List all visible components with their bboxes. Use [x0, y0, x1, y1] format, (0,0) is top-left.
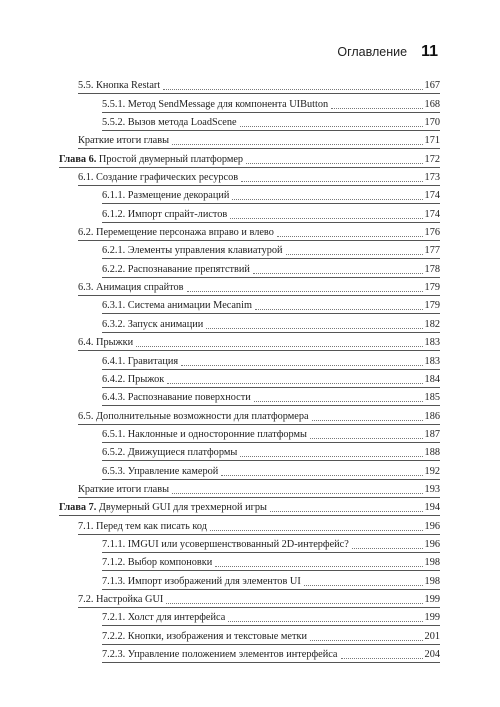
toc-entry [59, 131, 440, 149]
toc-entry-title: 6.3.1. Система анимации Mecanim [102, 300, 252, 312]
toc-page-number: 185 [424, 392, 440, 404]
toc-page-number: 204 [424, 649, 440, 660]
toc-page-number: 183 [424, 337, 440, 349]
dot-leader [286, 254, 423, 255]
toc-entry-title: 6.5.2. Движущиеся платформы [102, 447, 238, 459]
dot-leader [163, 89, 422, 90]
page-number: 11 [421, 43, 438, 60]
toc-page-number: 193 [424, 483, 440, 495]
dot-leader [221, 475, 422, 476]
toc-entry-title: 6.3.2. Запуск анимации [102, 318, 204, 330]
toc-entry [59, 168, 440, 186]
chapter-label: Глава 6. [59, 153, 97, 165]
toc-page-number: 184 [424, 373, 440, 385]
dot-leader [172, 144, 423, 145]
toc-page-number: 196 [424, 538, 440, 550]
toc-entry-title: 7.1.2. Выбор компоновки [102, 557, 213, 569]
toc-page-number: 179 [424, 282, 440, 294]
toc-entry [59, 645, 440, 663]
toc-page-number: 198 [424, 557, 440, 569]
toc-entry-title: 7.1. Перед тем как писать код [78, 520, 207, 532]
toc-page-number: 167 [424, 80, 440, 92]
dot-leader [270, 511, 423, 512]
toc-entry [59, 259, 440, 277]
toc-page-number: 201 [424, 630, 440, 642]
dot-leader [210, 530, 423, 531]
toc-page-number: 179 [424, 300, 440, 312]
toc-page-number: 192 [424, 465, 440, 477]
toc-entry [59, 223, 440, 241]
toc-entry-title: 6.1. Создание графических ресурсов [78, 172, 239, 184]
toc-page-number: 172 [424, 153, 440, 165]
toc-page-number: 176 [424, 227, 440, 239]
toc-page-number: 177 [424, 245, 440, 257]
toc-entry [59, 590, 440, 608]
toc-page-number: 187 [424, 428, 440, 440]
toc-entry [59, 113, 440, 131]
dot-leader [187, 291, 423, 292]
toc-entry-title: 6.4.2. Прыжок [102, 373, 165, 385]
toc-entry [59, 204, 440, 222]
dot-leader [172, 493, 423, 494]
dot-leader [232, 199, 422, 200]
toc-entry [59, 351, 440, 369]
toc-entry-title [59, 154, 243, 168]
toc-entry-title: 5.5. Кнопка Restart [78, 80, 161, 92]
dot-leader [253, 273, 423, 274]
dot-leader [241, 181, 422, 182]
dot-leader [246, 163, 422, 164]
dot-leader [341, 658, 423, 659]
dot-leader [136, 346, 422, 347]
toc-entry-title: 7.2.1. Холст для интерфейса [102, 612, 226, 624]
toc-page-number: 174 [424, 190, 440, 202]
toc-page-number: 173 [424, 172, 440, 184]
toc-entry [59, 241, 440, 259]
toc-entry-title: 6.5. Дополнительные возможности для платформера [78, 410, 309, 422]
toc-entry-title: 6.4.1. Гравитация [102, 355, 179, 367]
dot-leader [167, 383, 422, 384]
toc-page-number: 199 [424, 593, 440, 605]
toc-entry [59, 186, 440, 204]
toc-page-number: 188 [424, 447, 440, 459]
table-of-contents [59, 76, 440, 663]
toc-entry [59, 516, 440, 534]
toc-page-number: 199 [424, 612, 440, 624]
dot-leader [310, 438, 423, 439]
toc-entry-title: 6.5.3. Управление камерой [102, 465, 219, 477]
toc-page-number: 182 [424, 318, 440, 330]
toc-entry [59, 406, 440, 424]
toc-entry [59, 94, 440, 112]
toc-entry [59, 333, 440, 351]
dot-leader [181, 365, 422, 366]
toc-entry [59, 370, 440, 388]
toc-entry-title: 7.2. Настройка GUI [78, 593, 164, 605]
toc-page-number: 186 [424, 410, 440, 422]
dot-leader [206, 328, 422, 329]
dot-leader [331, 108, 422, 109]
dot-leader [254, 401, 423, 402]
dot-leader [304, 585, 423, 586]
toc-entry [59, 296, 440, 314]
toc-entry-title: 6.1.2. Импорт спрайт-листов [102, 208, 228, 220]
toc-entry-title: 7.1.1. IMGUI или усовершенствованный 2D-интерфейс? [102, 538, 349, 550]
chapter-title: Простой двумерный платформер [98, 153, 244, 165]
toc-entry [59, 314, 440, 332]
toc-entry [59, 535, 440, 553]
dot-leader [352, 548, 423, 549]
toc-page-number: 194 [424, 502, 440, 514]
toc-entry-title: 5.5.1. Метод SendMessage для компонента UIButton [102, 98, 329, 110]
toc-entry [59, 76, 440, 94]
running-header-title: Оглавление [337, 45, 408, 59]
toc-entry [59, 443, 440, 461]
dot-leader [230, 218, 422, 219]
toc-entry [59, 608, 440, 626]
toc-entry-title: 6.4. Прыжки [78, 337, 134, 349]
toc-entry-title: 6.2.1. Элементы управления клавиатурой [102, 245, 283, 257]
toc-entry [59, 461, 440, 479]
toc-page-number: 168 [424, 98, 440, 110]
toc-chapter-entry [59, 149, 440, 167]
toc-entry-title: 6.2. Перемещение персонажа вправо и влево [78, 227, 274, 239]
dot-leader [255, 309, 423, 310]
toc-page-number: 183 [424, 355, 440, 367]
toc-entry-title: Краткие итоги главы [78, 135, 169, 147]
dot-leader [312, 420, 423, 421]
toc-page-number: 170 [424, 117, 440, 129]
dot-leader [228, 621, 422, 622]
dot-leader [215, 566, 422, 567]
dot-leader [240, 456, 422, 457]
dot-leader [240, 126, 423, 127]
toc-entry-title: 7.2.2. Кнопки, изображения и текстовые метки [102, 630, 307, 642]
toc-entry-title: Краткие итоги главы [78, 483, 169, 495]
running-header [337, 43, 438, 61]
toc-page-number: 174 [424, 208, 440, 220]
chapter-label: Глава 7. [59, 502, 97, 514]
dot-leader [310, 640, 423, 641]
toc-entry-title: 6.1.1. Размещение декораций [102, 190, 230, 202]
chapter-title: Двумерный GUI для трехмерной игры [98, 502, 267, 514]
toc-page-number: 198 [424, 575, 440, 587]
toc-entry [59, 571, 440, 589]
toc-entry-title [59, 502, 267, 516]
dot-leader [166, 603, 422, 604]
toc-entry-title: 6.5.1. Наклонные и односторонние платформы [102, 428, 307, 440]
toc-entry [59, 425, 440, 443]
toc-entry-title: 7.1.3. Импорт изображений для элементов UI [102, 575, 301, 587]
toc-entry-title: 5.5.2. Вызов метода LoadScene [102, 117, 237, 129]
toc-entry [59, 278, 440, 296]
toc-entry-title: 6.3. Анимация спрайтов [78, 282, 184, 294]
toc-entry [59, 626, 440, 644]
toc-page-number: 196 [424, 520, 440, 532]
toc-page-number: 178 [424, 263, 440, 275]
toc-entry [59, 480, 440, 498]
toc-page-number: 171 [424, 135, 440, 147]
toc-entry [59, 553, 440, 571]
toc-entry [59, 388, 440, 406]
toc-entry-title: 6.4.3. Распознавание поверхности [102, 392, 251, 404]
dot-leader [277, 236, 423, 237]
toc-chapter-entry [59, 498, 440, 516]
toc-entry-title: 7.2.3. Управление положением элементов интерфейса [102, 649, 338, 660]
toc-entry-title: 6.2.2. Распознавание препятствий [102, 263, 250, 275]
